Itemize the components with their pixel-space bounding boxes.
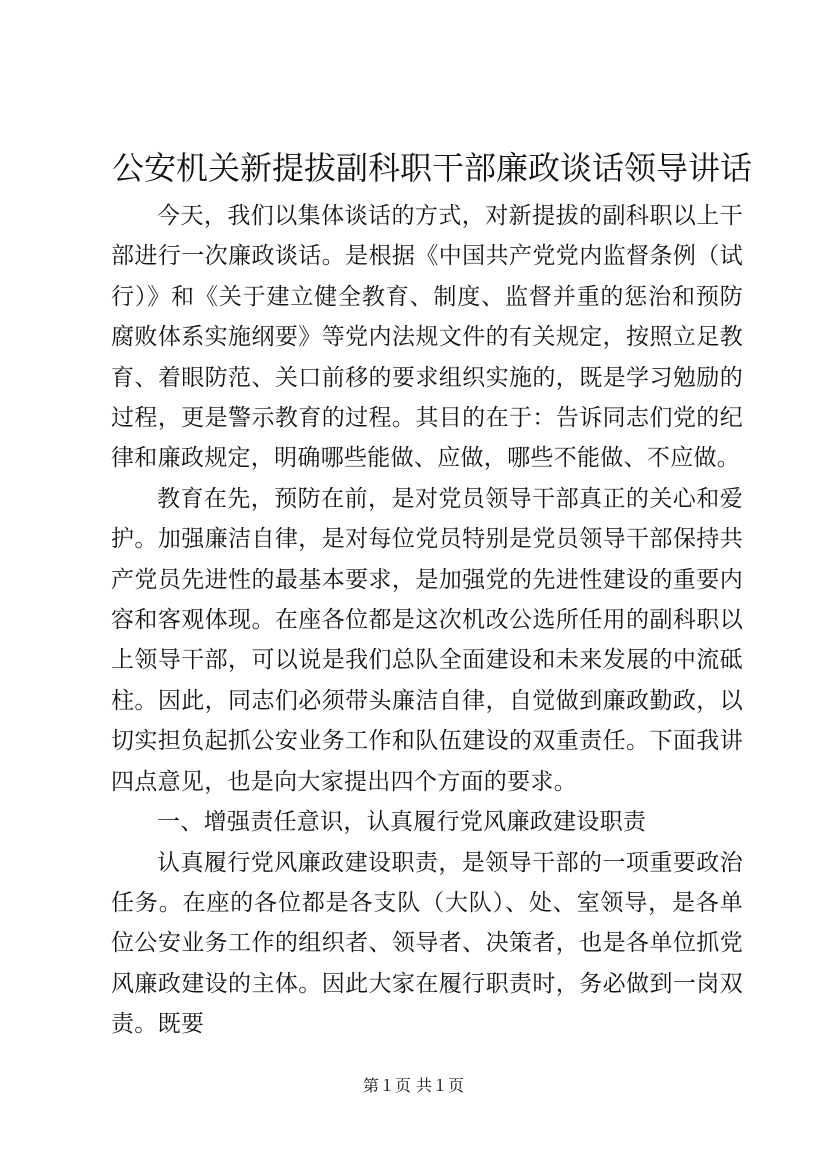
section-heading: 一、增强责任意识，认真履行党风廉政建设职责 (157, 809, 647, 836)
document-body (111, 196, 743, 1038)
document-title: 公安机关新提拔副科职干部廉政谈话领导讲话 (112, 149, 753, 187)
paragraph-intro: 今天，我们以集体谈话的方式，对新提拔的副科职以上干部进行一次廉政谈话。是根据《中国共产党党内监督条例（试行）》和《关于建立健全教育、制度、监督并重的惩治和预防腐败体系实施纲要》等党内法规文件的有关规定，按照立足教育、着眼防范、关口前移的要求组织实施的，既是学习勉励的过程，更是警示教育的过程。其目的在于：告诉同志们党的纪律和廉政规定，明确哪些能做、应做，哪些不能做、不应做。 (111, 203, 743, 472)
paragraph-education: 教育在先，预防在前，是对党员领导干部真正的关心和爱护。加强廉洁自律，是对每位党员特别是党员领导干部保持共产党员先进性的最基本要求，是加强党的先进性建设的重要内容和客观体现。在座各位都是这次机改公选所任用的副科职以上领导干部，可以说是我们总队全面建设和未来发展的中流砥柱。因此，同志们必须带头廉洁自律，自觉做到廉政勤政，以切实担负起抓公安业务工作和队伍建设的双重责任。下面我讲四点意见，也是向大家提出四个方面的要求。 (111, 485, 743, 795)
paragraph-responsibility: 认真履行党风廉政建设职责，是领导干部的一项重要政治任务。在座的各位都是各支队（大队）、处、室领导，是各单位公安业务工作的组织者、领导者、决策者，也是各单位抓党风廉政建设的主体。因此大家在履行职责时，务必做到一岗双责。既要 (111, 849, 743, 1038)
page-footer: 第１页 共１页 (362, 1076, 465, 1095)
